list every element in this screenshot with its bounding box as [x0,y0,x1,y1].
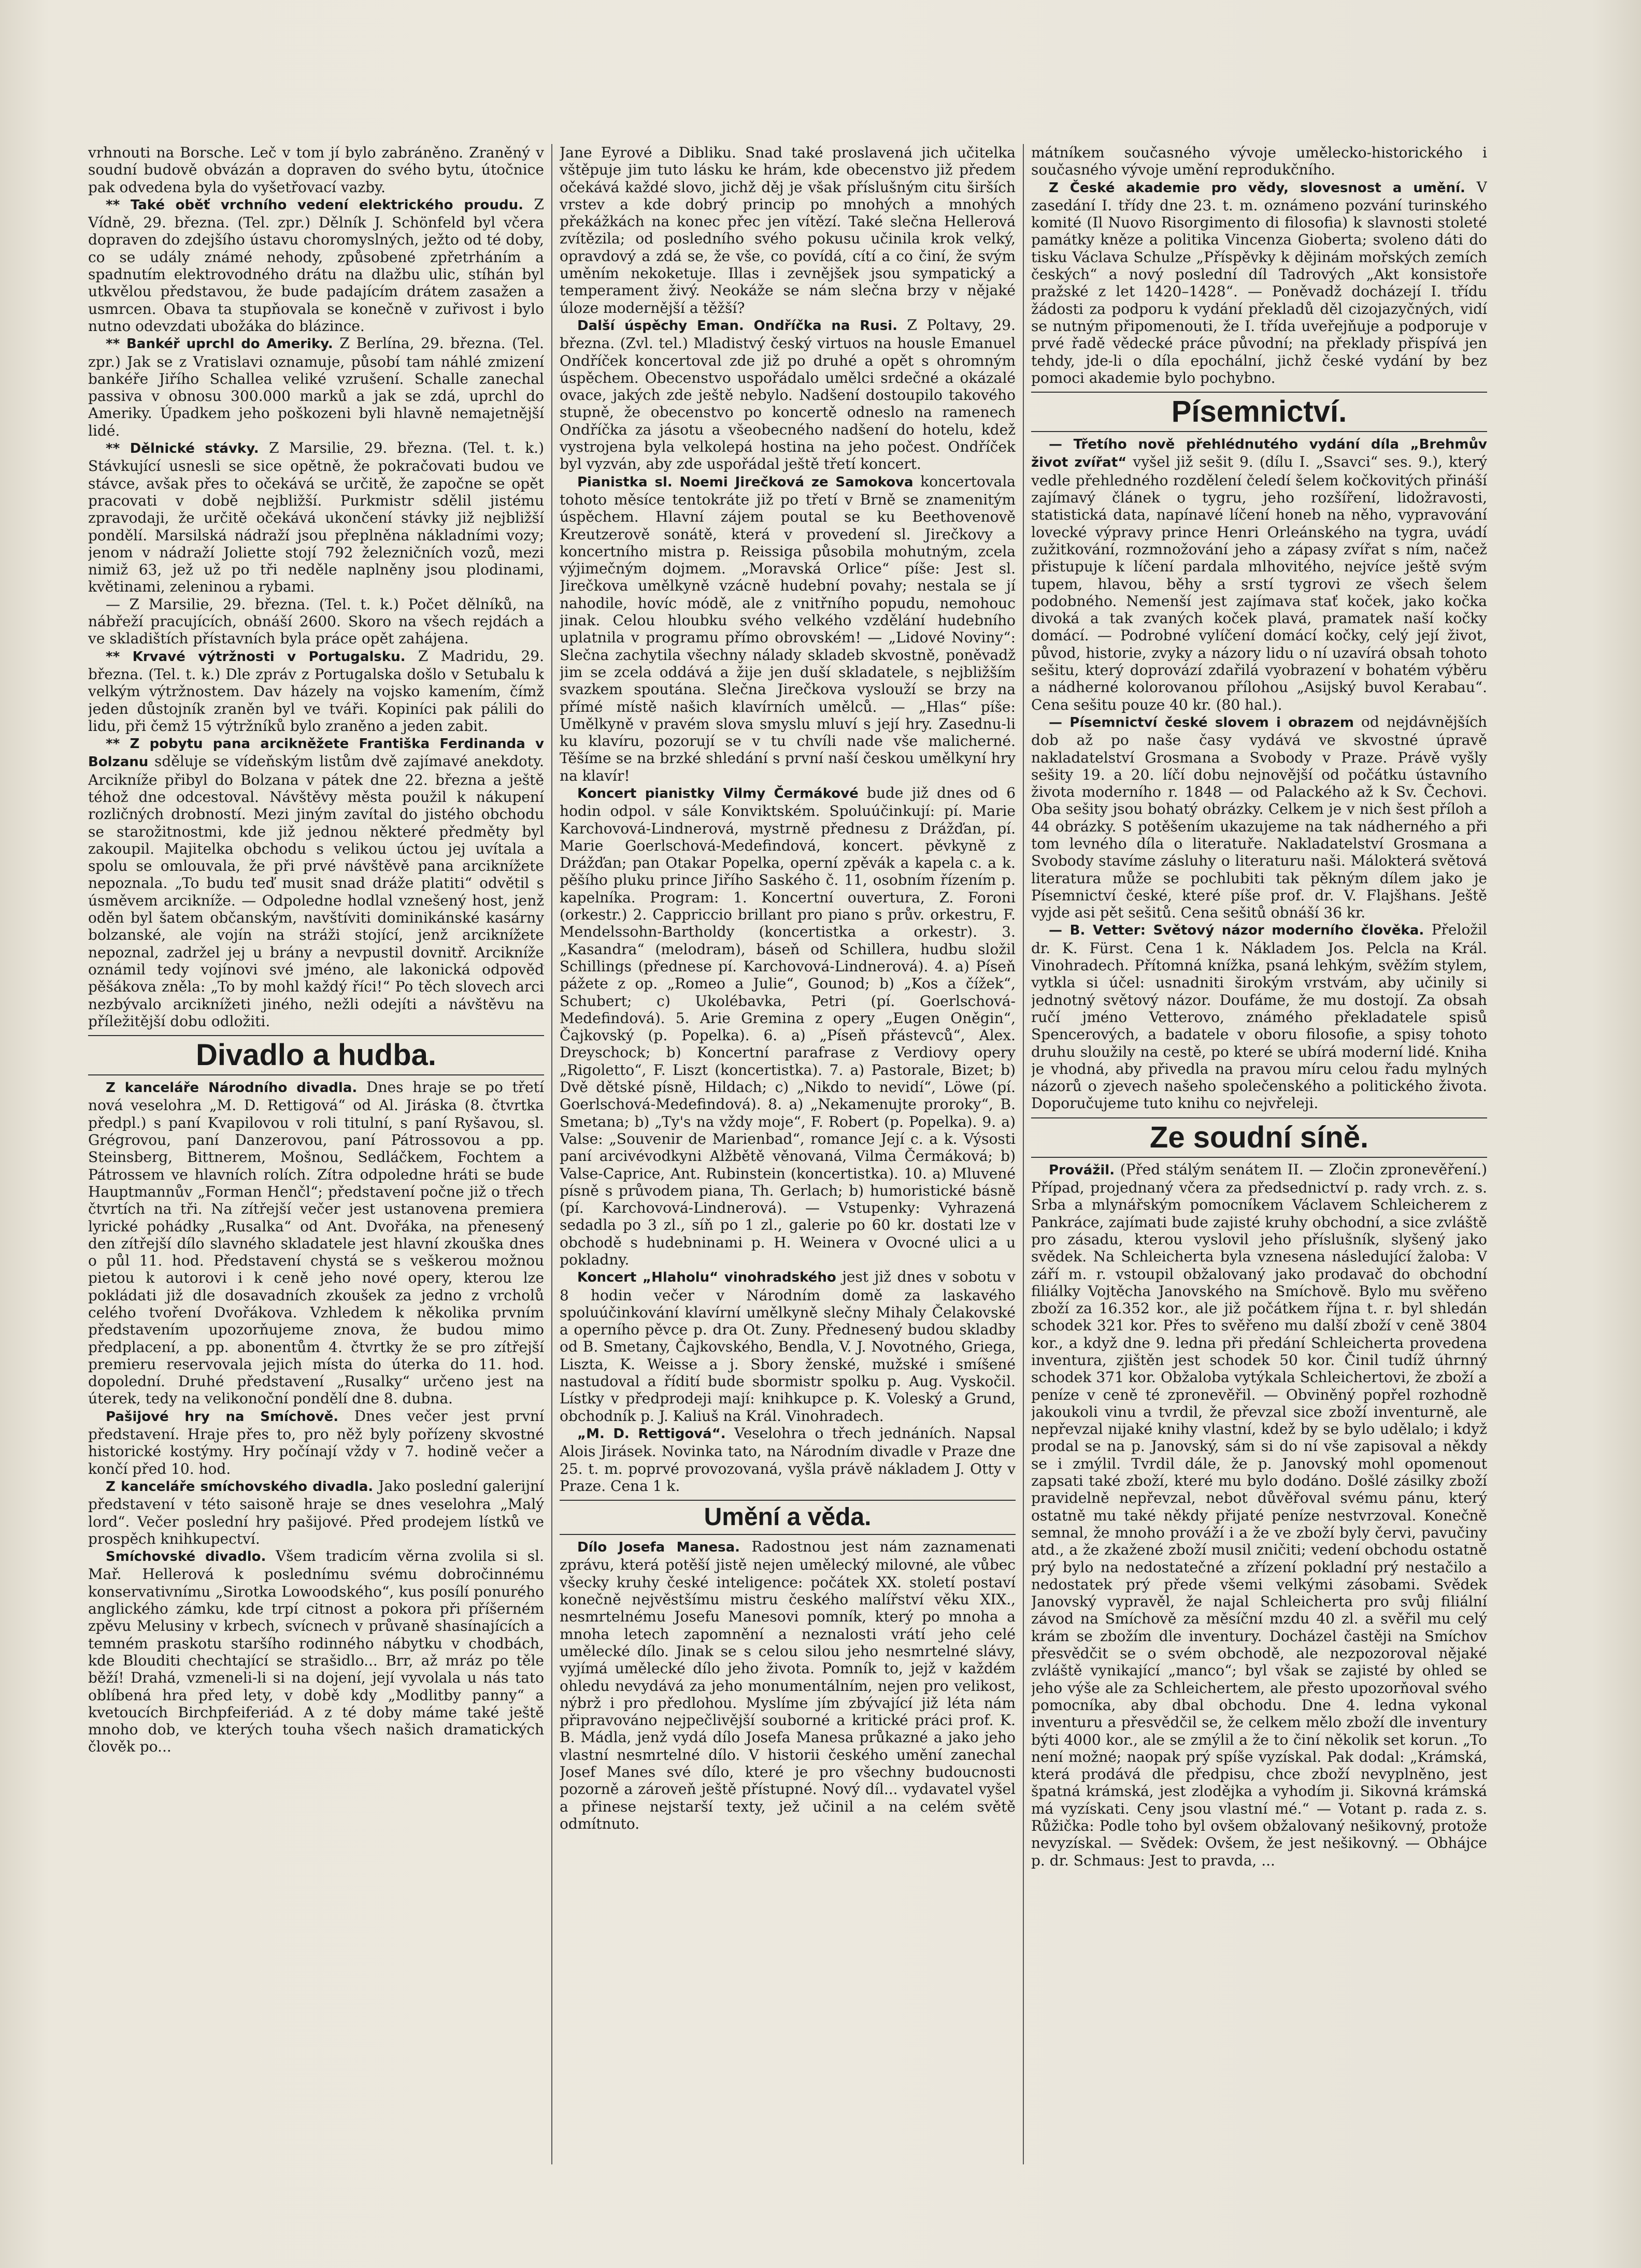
article-headline: — Písemnictví české slovem i obrazem [1049,714,1354,730]
article-text: Veselohra o třech jednáních. Napsal Alois Jirásek. Novinka tato, na Národním divadle v Praze dne 25. t. m. poprvé provozovaná, vyšla právě nákladem J. Otty v Praze. Cena 1 k. [560,1424,1016,1495]
article-headline: Koncert „Hlaholu“ vinohradského [577,1270,836,1286]
article-text: Dnes hraje se po třetí nová veselohra „M. D. Rettigová“ od Al. Jiráska (8. čtvrtka předpl.) s paní Kvapilovou v roli titulní, s paní Ryšavou, sl. Grégrovou, paní Danzerovou, paní Pátrossovou a pp. Steinsberg, Bittnerem, Mošnou, Sedláčkem, Fochtem a Pátrossem ve hlavních rolích. Zítra odpoledne hráti se bude Hauptmannův „Forman Henčl“; představení počne již o třech čtvrtích na tři. Na zítřejší večer jest ustanovena premiera lyrické pohádky „Rusalka“ od Ant. Dvořáka, na přenesený den zítřejší dílo slavného skladatele jest hlavní zkouška dnes o půl 11. hod. Představení chystá se s veškerou možnou pietou k autorovi i k ceně jeho nové opery, kterou lze pokládati již dle dosavadních zkoušek za jedno z vrcholů celého tvoření Dvořákova. Vzhledem k několika prvním představením upozorňujeme znova, že budou mimo předplacení, a pp. abonentům 4. čtvrtky že se pro zítřejší premieru reservovala jejich místa do úterka do 11. hod. dopolední. Druhé představení „Rusalky“ určeno jest na úterek, tedy na velikonoční pondělí dne 8. dubna. [88,1079,544,1408]
article-headline: ** Bankéř uprchl do Ameriky. [106,336,333,352]
article-headline: ** Dělnické stávky. [106,441,259,457]
article-text: — Z Marsilie, 29. března. (Tel. t. k.) Počet dělníků, na nábřeží pracujících, obnáší 2600. Skoro na všech rejdách a ve skladištích přístavních byla práce opět zahájena. [88,595,544,648]
article-paragraph [560,317,1016,473]
column-divider [1023,144,1024,2164]
article-headline: Provážil. [1049,1162,1115,1178]
article-headline: Pašijové hry na Smíchově. [106,1409,339,1425]
article-paragraph [88,1477,544,1547]
article-paragraph [560,1538,1016,1832]
article-paragraph [560,1268,1016,1425]
article-paragraph [88,1079,544,1408]
article-text: od nejdávnějších dob až po naše časy vydává ve skvostné úpravě nakladatelství Grosmana a Svobody v Praze. Právě vyšly sešity 19. a 20. líčí dobu nejnovější od počátku ústavního života moderního r. 1848 — od Palackého až k Sv. Čechovi. Oba sešity jsou bohatý obrázky. Celkem je v nich šest příloh a 44 obrázky. S potěšením ukazujeme na tak nádherného a při tom levného díla o literatuře. Nakladatelství Grosmana a Svobody stavíme zásluhy o literaturu naši. Málokterá světová literatura může se pochlubiti tak pěkným dílem jako je Písemnictví české, které píše prof. dr. V. Flajšhans. Ještě vyjde asi pět sešitů. Cena sešitů obnáší 36 kr. [1031,713,1487,922]
article-paragraph [1031,435,1487,713]
article-headline: Z České akademie pro vědy, slovesnost a umění. [1049,180,1465,196]
article-paragraph [88,196,544,335]
article-text: Z Berlína, 29. března. (Tel. zpr.) Jak se z Vratislavi oznamuje, působí tam náhlé zmizení bankéře Jiřího Schallea veliké vzrušení. Schalle zanechal passiva v obnosu 300.000 marků a jak se zdá, uprchl do Ameriky. Úpadkem jeho poškozeni byli hlavně nemajetnější lidé. [88,335,544,439]
text-column-1 [88,144,544,2175]
section-heading: Divadlo a hudba. [88,1035,544,1075]
article-text: Z Poltavy, 29. března. (Zvl. tel.) Mladistvý český virtuos na housle Emanuel Ondříček koncertoval zde již po druhé a opět s ohromným úspěchem. Obecenstvo uspořádalo umělci srdečné a okázalé ovace, jakých zde ještě nebylo. Nadšení dostoupilo takového stupně, že obecenstvo po koncertě odneslo na ramenech Ondříčka za jásotu a všeobecného nadšení do hotelu, kdež vystrojena byla velkolepá hostina na jeho počest. Ondříček byl vyzván, aby zde uspořádal ještě třetí koncert. [560,316,1016,473]
article-text: koncertovala tohoto měsíce tentokráte již po třetí v Brně se znamenitým úspěchem. Hlavní zájem poutal se ku Beethovenově Kreutzerově sonátě, která v provedení sl. Jirečkovy a koncertního mistra p. Reissiga působila mohutným, zcela výjimečným dojmem. „Moravská Orlice“ píše: Jest sl. Jirečkova umělkyně vzácně hudební povahy; nestala se jí nahodile, hovíc módě, ale z vnitřního popudu, nemohouc jinak. Celou hloubku svého velkého vzdělání hudebního uplatnila v programu přímo obrovském! — „Lidové Noviny“: Slečna zachytila všechny nálady skladeb skvostně, poněvadž jim se zcela oddává a žije jen duší skladatele, s nejbližším svazkem spoutána. Slečna Jirečkova vyslouží se brzy na přímé místě našich klavírních umělců. — „Hlas“ píše: Umělkyně v pravém slova smyslu mluví s její hry. Zasednu-li ku klavíru, pozorují se v tu chvíli nade vše malicherné. Těšíme se na brzké shledání s první naší českou umělkyní hry na klavír! [560,472,1016,784]
text-column-2 [560,144,1016,2175]
article-text: Radostnou jest nám zaznamenati zprávu, která potěší jistě nejen umělecký milovné, ale vůbec všecky kruhy české inteligence: počátek XX. století postaví konečně nejvěstšímu mistru českého malířství věku XIX., nesmrtelnému Josefu Manesovi pomník, který po mnoha a mnoha letech zapomnění a neznalosti vrátí jeho celé umělecké dílo. Jinak se s celou silou jeho nesmrtelné slávy, vyjímá umělecké dílo jeho života. Pomník to, jejž v každém ohledu nevydává za jeho monumentálním, nejen pro velikost, nýbrž i pro předlohou. Myslíme jím zbývající již léta nám připravováno nejpečlivější souborné a kritické práci prof. K. B. Mádla, jenž vydá dílo Josefa Manesa průkazné a jako jeho vlastní nesmrtelné dílo. V historii českého umění zanechal Josef Manes své dílo, které je pro všechny budoucnosti pozorně a zároveň ještě přístupné. Nový díl... vydavatel vyšel a přinese nejstarší texty, jež učinil a na celém světě odmítnuto. [560,1538,1016,1832]
article-headline: — Třetího nově přehlédnutého vydání díla „Brehmův život zvířat“ [1031,437,1487,471]
article-paragraph [560,144,1016,317]
article-headline: Další úspěchy Eman. Ondříčka na Rusi. [577,318,897,334]
section-heading: Ze soudní síně. [1031,1117,1487,1158]
article-paragraph [1031,1161,1487,1869]
article-paragraph [1031,144,1487,179]
column-divider [551,144,552,2164]
article-text: Jane Eyrové a Dibliku. Snad také proslavená jich učitelka vštěpuje jim tuto lásku ke hrám, kde obecenstvo již předem očekává každé slovo, jichž děj je však příslušným citu širších vrstev a kde dobrý princip po mnohých a mnohých překážkách na konec přec jen vítězí. Také slečna Hellerová zvítězila; od posledního svého pokusu učinila krok velký, opravdový a zdá se, že vše, co povídá, cítí a co činí, že svým uměním nekoketuje. Illas i zevnějšek jsou sympatický a temperament živý. Neokáže se nám slečna brzy v nějaké úloze modernější a těžší? [560,144,1016,317]
article-headline: „M. D. Rettigová“. [577,1426,726,1442]
article-paragraph [560,784,1016,1268]
section-heading: Umění a věda. [560,1500,1016,1535]
article-paragraph [88,335,544,439]
article-headline: Koncert pianistky Vilmy Čermákové [577,785,859,801]
article-paragraph [1031,921,1487,1112]
article-headline: Pianistka sl. Noemi Jirečková ze Samokova [577,474,914,490]
article-paragraph [88,439,544,596]
article-text: Všem tradicím věrna zvolila si sl. Mař. Hellerová k poslednímu svému dobročinnému konservativnímu „Sirotka Lowoodského“, kus posílí ponurého anglického zámku, kde trpí citnost a pokora při příšerném zpěvu Melusiny v krbech, svícnech v průvaně shasínajících a temném praskotu staršího rodinného nábytku v chodbách, kde Blouditi chechtající se strašidlo... Brr, až mráz po těle běží! Drahá, vzmeneli-li si na dojení, její vyvolala u nás tato oblíbená hra před lety, v době kdy „Modlitby panny“ a kvetoucích Birchpfeiferiád. A z té doby máme také ještě mnoho dob, ve kterých touha všech našich dramatických člověk po... [88,1547,544,1756]
article-text: (Před stálým senátem II. — Zločin zpronevěření.) Případ, projednaný včera za předsednictví p. rady vrch. z. s. Srba a mlynářským pomocníkem Václavem Schleicherem z Pankráce, zajímati bude zajisté kruhy obchodní, a sice zvláště pro zásadu, kterou vyslovil jeho příslušník, slyšený jako svědek. Na Schleicherta byla vznesena následující žaloba: V září m. r. vstoupil obžalovaný jako prodavač do obchodní filiálky Vojtěcha Janovského na Smíchově. Bylo mu svěřeno zboží za 16.352 kor., ale již počátkem října t. r. byl shledán schodek 321 kor. Přes to svěřeno mu další zboží v ceně 3804 kor., a když dne 9. ledna při předání Schleicherta provedena inventura, zjištěn jest schodek 50 kor. Činil tudíž úhrnný schodek 371 kor. Obžaloba vytýkala Schleichertovi, že zboží a peníze v ceně té zpronevěřil. — Obviněný popřel rozhodně jakoukoli vinu a tvrdil, že převzal sice zboží inventurně, ale nepřevzal nijaké knihy vlastní, kdež by se bylo udělalo; i když prodal se na p. Janovský, sám si do ní vše zapisoval a někdy se i zmýlil. Tvrdil dále, že p. Janovský mohl opomenout zapsati také zboží, které mu bylo dodáno. Došlé zásilky zboží pravidelně nepřevzal, nebot důvěřoval svému pánu, který ostatně mu také někdy přijaté peníze nestvrzoval. Konečně semnal, že mnoho prováží i a že ve zboží byly červi, pavučiny atd., a že zkažené zboží musil zničiti; vedení obchodu ostatně prý bylo na nedostatečné a zřízení pokladní prý nestačilo a nedostatek prý přede všemi velkými zásobami. Svědek Janovský vypravěl, že najal Schleicherta pro svůj filiální závod na Smíchově za měsíční mzdu 40 zl. a svěřil mu celý krám se zbožím dle inventury. Docházel častěji na Smíchov přesvědčit se o svém obchodě, ale nezpozoroval nějaké zvláště vynikající „manco“; byl však se zajisté by ohled se jeho výše ale za Schleichertem, ale přesto upozorňoval svého pomocníka, aby dbal obchodu. Dne 4. ledna vykonal inventuru a přesvědčil se, že celkem mělo zboží dle inventury býti 4000 kor., ale se zmýlil a že to činí několik set korun. „To není možné; naopak prý spíše vyzískal. Pak dodal: „Krámská, která prodává dle předpisu, chce zboží nevyplněno, jest špatná krámská, jest zlodějka a vyhodím ji. Sikovná krámská má vyzískati. Ceny jsou vlastní mé.“ — Votant p. rada z. s. Růžička: Podle toho byl ovšem obžalovaný nešikovný, protože nevyzískal. — Svědek: Ovšem, že jest nešikovný. — Obhájce p. dr. Schmaus: Jest to pravda, ... [1031,1160,1487,1869]
article-headline: Smíchovské divadlo. [106,1549,266,1565]
article-paragraph [88,596,544,648]
article-paragraph [88,1547,544,1756]
article-paragraph [88,735,544,1030]
article-headline: ** Krvavé výtržnosti v Portugalsku. [106,649,406,665]
article-headline: Z kanceláře smíchovského divadla. [106,1478,374,1495]
article-headline: ** Také oběť vrchního vedení elektrického proudu. [106,197,524,213]
article-headline: — B. Vetter: Světový názor moderního člověka. [1049,923,1424,939]
article-text: sděluje se vídeňským listům dvě zajímavé anekdoty. Arcikníže přibyl do Bolzana v pátek dne 22. března a ještě téhož dne odcestoval. Návštěvy města použil k nákupení rozličných drobností. Mezi jiným zavítal do jistého obchodu se starožitnostmi, kde již jednou některé předměty byl zakoupil. Majitelka obchodu s velikou úctou jej uvítala a spolu se omlouvala, že při prvé návštěvě pana arciknížete nepoznala. „To budu teď musit snad dráže platiti“ odvětil s úsměvem arcikníže. — Odpoledne hodlal vznešený host, jenž oděn byl šatem občanským, navštíviti dominikánské kasárny bolzanské, ale vojín na stráži stojící, jenž arciknížete nepoznal, zadržel jej u brány a nevpustil dovnitř. Arcikníže oznámil tedy vojínovi své jméno, ale lakonická odpověď pěšákova zněla: „To by mohl každý říci!“ Po těch slovech arci nezbývalo arciknížeti jiného, nežli odejíti a návštěvu na příležitější dobu odložiti. [88,753,544,1030]
article-text: bude již dnes od 6 hodin odpol. v sále Konviktském. Spoluúčinkují: pí. Marie Karchovová-Lindnerová, mystrně přednesu z Drážďan, pí. Marie Goerlschová-Medefindová, koncert. pěvkyně z Drážďan; pan Otakar Popelka, operní zpěvák a kapela c. a k. pěšího pluku prince Jiřího Saského č. 11, osobním řízením p. kapelníka. Program: 1. Koncertní ouvertura, Z. Foroni (orkestr.) 2. Cappriccio brillant pro piano s prův. orkestru, F. Mendelssohn-Bartholdy (koncertistka a orkestr). 3. „Kasandra“ (melodram), báseň od Schillera, hudbu složil Schillings (přednese pí. Karchovová-Lindnerová). 4. a) Píseň pážete z op. „Romeo a Julie“, Gounod; b) „Kos a čížek“, Schubert; c) Ukolébavka, Petri (pí. Goerlschová-Medefindová). 5. Arie Gremina z opery „Eugen Oněgin“, Čajkovský (p. Popelka). 6. a) „Píseň přástevců“, Alex. Dreyschock; b) Koncertní parafrase z Verdiovy opery „Rigoletto“, F. Liszt (koncertistka). 7. a) Pastorale, Bizet; b) Dvě dětské písně, Hildach; c) „Nikdo to nevidí“, Löwe (pí. Goerlschová-Medefindová). 8. a) „Nekamenujte proroky“, B. Smetana; b) „Ty's na vždy moje“, F. Robert (p. Popelka). 9. a) Valse: „Souvenir de Marienbad“, romance Její c. a k. Výsosti paní arcivévodkyni Alžbětě věnovaná, Vilma Čermáková; b) Valse-Caprice, Ant. Rubinstein (koncertistka). 10. a) Mluvené písně s průvodem piana, Th. Gerlach; b) humoristické básně (pí. Karchovová-Lindnerová). — Vstupenky: Vyhrazená sedadla po 3 zl., síň po 1 zl., galerie po 60 kr. dostati lze v obchodě s hudebninami p. H. Weinera v Ovocné ulici a u pokladny. [560,784,1016,1268]
article-paragraph [560,473,1016,784]
article-paragraph [88,1408,544,1477]
article-text: Z Vídně, 29. března. (Tel. zpr.) Dělník J. Schönfeld byl včera dopraven do zdejšího ústavu choromyslných, ježto od té doby, co se udály známé nehody, způsobené zpřetrháním a spadnutím elektrovodného drátu na dlažbu ulic, stíhán byl utkvělou představou, že bude padajícím drátem zasažen a usmrcen. Obava ta stupňovala se konečně v zuřivost i bylo nutno odevzdati ubožáka do blázince. [88,195,544,335]
article-text: Přeložil dr. K. Fürst. Cena 1 k. Nákladem Jos. Pelcla na Král. Vinohradech. Přítomná knížka, psaná lehkým, svěžím stylem, vytkla si účel: usnadniti širokým vrstvám, aby učinily si jednotný světový názor. Doufáme, že mu dostojí. Za obsah ručí jméno Vetterovo, známého překladatele spisů Spencerových, a badatele v oboru filosofie, a spisy tohoto druhu sloužily na cestě, po které se ubírá moderní lidé. Kniha je vhodná, aby přivedla na pravou míru celou řadu mylných názorů o zjevech našeho společenského a politického života. Doporučujeme tuto knihu co nejvřeleji. [1031,921,1487,1112]
article-text: mátníkem současného vývoje umělecko-historického i současného vývoje umění reprodukčního. [1031,144,1487,179]
section-heading: Písemnictví. [1031,392,1487,432]
article-headline: ** Z pobytu pana arcikněžete Františka Ferdinanda v Bolzanu [88,736,544,770]
article-text: V zasedání I. třídy dne 23. t. m. oznámeno pozvání turinského komité (Il Nuovo Risorgimento di filosofia) k slavnosti stoleté památky kněze a politika Vincenza Gioberta; svoleno dáti do tisku Václava Schulze „Příspěvky k dějinám mořských zemích českých“ a nový poslední díl Tadrových „Akt konsistoře pražské z let 1420–1428“. — Poněvadž docházejí I. třídu žádosti za podporu k vydání překladů děl cizojazyčných, vidí se nutným připomenouti, že I. třída uveřejňuje a podporuje v prvé řadě vědecké práce původní; na překlady přispívá jen tehdy, jde-li o díla epochální, jichž české vydání by bez pomoci akademie bylo pochybno. [1031,178,1487,386]
article-headline: Dílo Josefa Manesa. [577,1540,740,1556]
article-text: jest již dnes v sobotu v 8 hodin večer v Národním domě za laskavého spoluúčinkování klavírní umělkyně slečny Mihaly Čelakovské a operního pěvce p. dra Ot. Zuny. Přednesený budou skladby od B. Smetany, Čajkovského, Bendla, V. J. Novotného, Griega, Liszta, K. Weisse a j. Sbory ženské, mužské i smíšené nastudoval a řídití bude sbormistr spolku p. Aug. Vyskočil. Lístky v předprodeji mají: knihkupce p. K. Voleský a Grund, obchodník p. J. Kaliuš na Král. Vinohradech. [560,1268,1016,1425]
article-text: Jako poslední galerijní představení v této saisoně hraje se dnes veselohra „Malý lord“. Večer poslední hry pašijové. Před prodejem lístků ve prospěch knihkupectví. [88,1477,544,1547]
article-text: Dnes večer jest první představení. Hraje přes to, pro něž byly pořízeny skvostné historické kostýmy. Hry počínají vždy v 7. hodině večer a končí před 10. hod. [88,1407,544,1477]
article-text: vrhnouti na Borsche. Leč v tom jí bylo zabráněno. Zraněný v soudní budově obvázán a dopraven do svého bytu, útočnice pak odvedena byla do vyšetřovací vazby. [88,144,544,196]
article-paragraph [88,144,544,196]
article-text: Z Madridu, 29. března. (Tel. t. k.) Dle zpráv z Portugalska došlo v Setubalu k velkým výtržnostem. Dav házely na vojsko kamením, čímž jeden důstojník zraněn byl ve tváři. Kopiníci pak pálili do lidu, při čemž 15 výtržníků bylo zraněno a jeden zabit. [88,647,544,735]
article-text: vyšel již sešit 9. (dílu I. „Ssavci“ ses. 9.), který vedle přehledného rozdělení čeledí šelem kočkovitých přináší zajímavý článek o tygru, jeho rozšíření, lidožravosti, statistická data, napínavé líčení honeb na něho, vypravování lovecké výpravy prince Henri Orleánského na tygra, uvádí zužitkování, rozmnožování jeho a zápasy zvířat s ním, načež přistupuje k líčení pardala mlhovitého, nejvíce ještě svým tupem, hlavou, běhy a srstí tygrovi ze všech šelem podobného. Nemenší jest zajímava stať koček, jako kočka divoká a tak zvaných koček plavá, pramatek naší kočky domácí. — Podrobné vylíčení domácí kočky, celý její život, původ, historie, zvyky a názory lidu o ní uzavírá obsah tohoto sešitu, který doprovází zdařilá vyobrazení v bohatém výběru a nádherné kolorovanou přílohou „Asijský buvol Kerabau“. Cena sešitu pouze 40 kr. (80 hal.). [1031,453,1487,713]
article-text: Z Marsilie, 29. března. (Tel. t. k.) Stávkující usnesli se sice opětně, že pokračovati budou ve stávce, avšak přes to očekává se určitě, že započne se opět pracovati v době nejbližší. Purkmistr sdělil jistému zpravodaji, že určitě očekává ukončení stávky již nejbližší pondělí. Marsilská nádraží jsou přeplněna nákladními vozy; jenom v nádraží Joliette stojí 792 železničních vozů, mezi nimiž 63, jež už po tři neděle naplněny jsou plodinami, květinami, zeleninou a rybami. [88,439,544,596]
article-paragraph [88,648,544,735]
article-headline: Z kanceláře Národního divadla. [106,1080,358,1096]
article-paragraph [1031,713,1487,922]
text-column-3 [1031,144,1487,2175]
article-paragraph [1031,179,1487,387]
article-paragraph [560,1425,1016,1495]
